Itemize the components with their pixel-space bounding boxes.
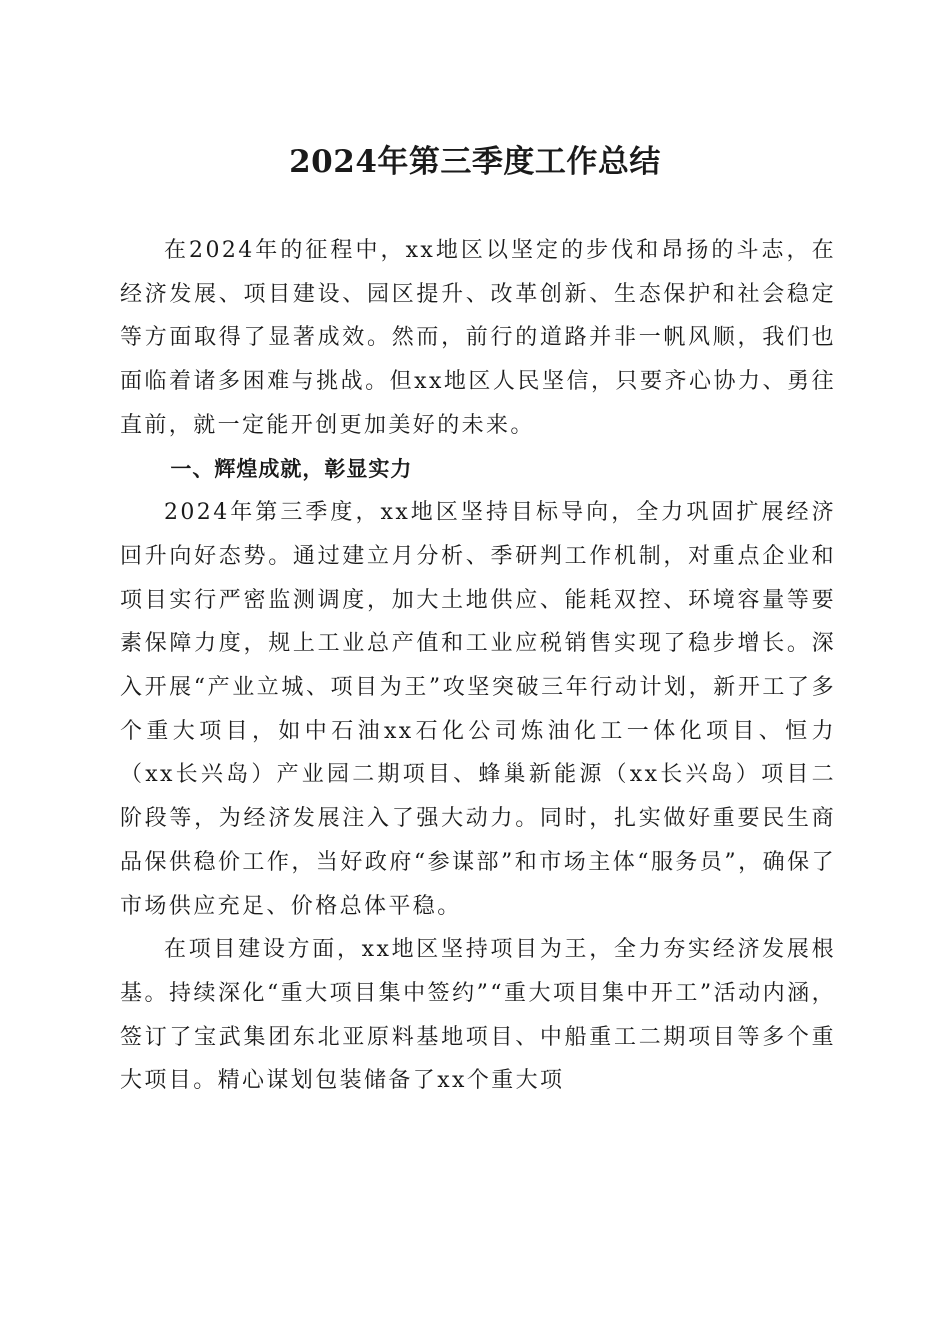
section-heading: 一、辉煌成就，彰显实力: [170, 456, 413, 481]
document-title: 2024年第三季度工作总结: [289, 144, 661, 180]
document-body: [120, 229, 836, 1103]
body-paragraph: 在项目建设方面，xx地区坚持项目为王，全力夯实经济发展根基。持续深化“重大项目集中签约”“重大项目集中开工”活动内涵，签订了宝武集团东北亚原料基地项目、中船重工二期项目等多个重大项目。精心谋划包装储备了xx个重大项: [120, 937, 836, 1094]
body-paragraph: 2024年第三季度，xx地区坚持目标导向，全力巩固扩展经济回升向好态势。通过建立月分析、季研判工作机制，对重点企业和项目实行严密监测调度，加大土地供应、能耗双控、环境容量等要素保障力度，规上工业总产值和工业应税销售实现了稳步增长。深入开展“产业立城、项目为王”攻坚突破三年行动计划，新开工了多个重大项目，如中石油xx石化公司炼油化工一体化项目、恒力（xx长兴岛）产业园二期项目、蜂巢新能源（xx长兴岛）项目二阶段等，为经济发展注入了强大动力。同时，扎实做好重要民生商品保供稳价工作，当好政府“参谋部”和市场主体“服务员”，确保了市场供应充足、价格总体平稳。: [120, 500, 836, 919]
intro-paragraph: 在2024年的征程中，xx地区以坚定的步伐和昂扬的斗志，在经济发展、项目建设、园区提升、改革创新、生态保护和社会稳定等方面取得了显著成效。然而，前行的道路并非一帆风顺，我们也面临着诸多困难与挑战。但xx地区人民坚信，只要齐心协力、勇往直前，就一定能开创更加美好的未来。: [120, 238, 836, 438]
